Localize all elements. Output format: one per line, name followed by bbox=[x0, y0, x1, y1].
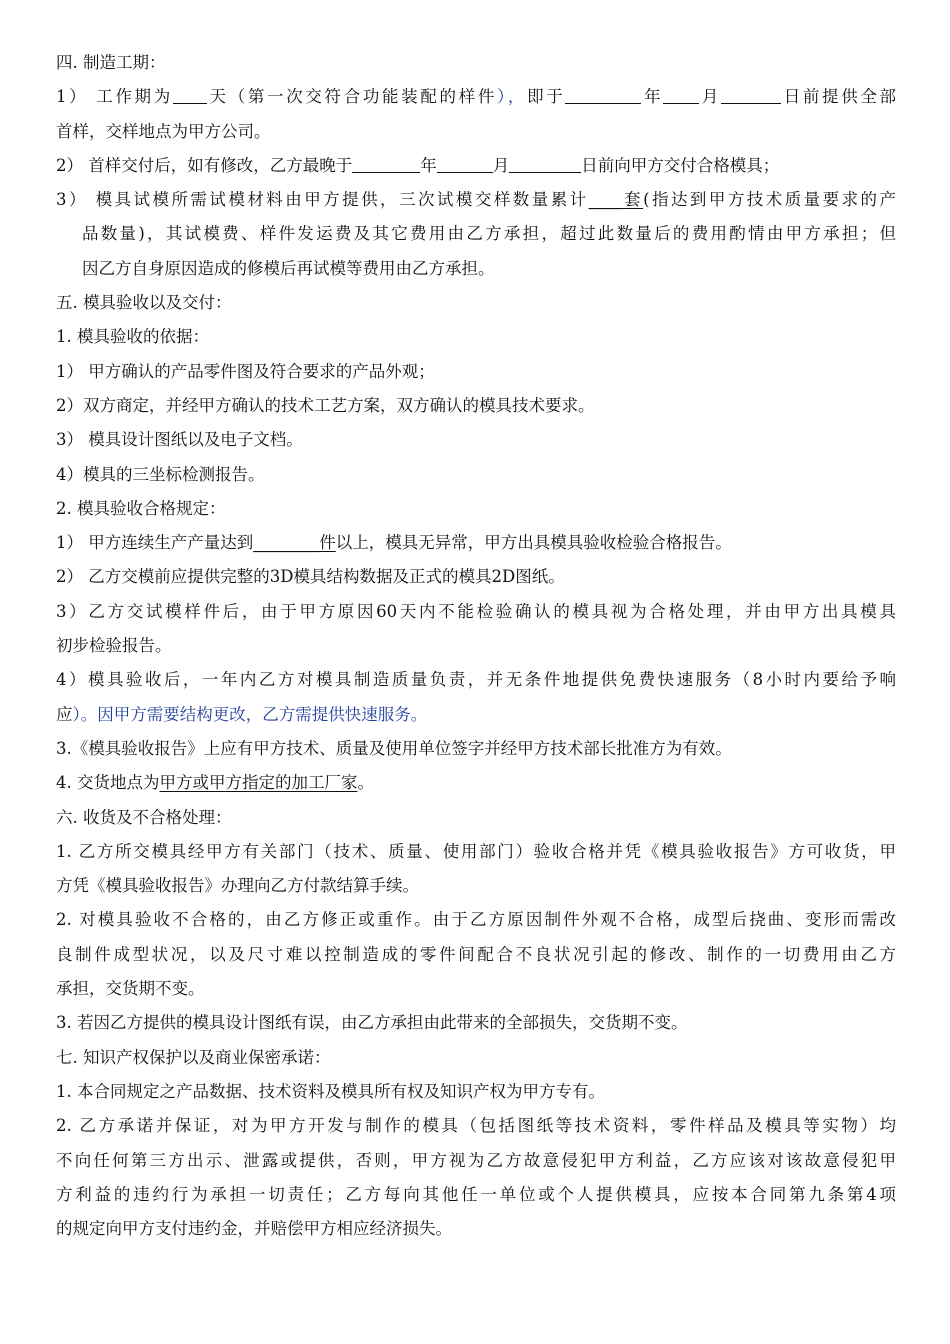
s7-point-2-line-3: 方利益的违约行为承担一切责任；乙方每向其他任一单位或个人提供模具，应按本合同第九条第4项 bbox=[56, 1184, 896, 1204]
month-blank bbox=[437, 152, 493, 173]
s5-point-3: 3.《模具验收报告》上应有甲方技术、质量及使用单位签字并经甲方技术部长批准方为有效。 bbox=[56, 738, 732, 758]
s4-item-1-line-1: 1） 工作期为 天（第一次交符合功能装配的样件），即于 年 月 日前提供全部 bbox=[56, 80, 896, 114]
s5-point-1-item-4: 4）模具的三坐标检测报告。 bbox=[56, 464, 265, 484]
s7-point-1: 1. 本合同规定之产品数据、技术资料及模具所有权及知识产权为甲方专有。 bbox=[56, 1081, 605, 1101]
s5-point-2-item-2: 2） 乙方交模前应提供完整的3D模具结构数据及正式的模具2D图纸。 bbox=[56, 567, 565, 587]
month-blank bbox=[663, 83, 699, 104]
section-5-heading: 五. 模具验收以及交付： bbox=[56, 293, 232, 313]
section-7-heading: 七. 知识产权保护以及商业保密承诺： bbox=[56, 1047, 331, 1067]
s4-item-3-line-2: 品数量)，其试模费、样件发运费及其它费用由乙方承担，超过此数量后的费用酌情由甲方承担；但 bbox=[82, 224, 896, 244]
s5-point-1-item-2: 2）双方商定，并经甲方确认的技术工艺方案，双方确认的模具技术要求。 bbox=[56, 395, 595, 415]
s4-item-2: 2） 首样交付后，如有修改，乙方最晚于 年 月 日前向甲方交付合格模具； bbox=[56, 149, 896, 183]
year-blank bbox=[352, 152, 420, 173]
s6-point-1-line-2: 方凭《模具验收报告》办理向乙方付款结算手续。 bbox=[56, 876, 419, 896]
section-6-heading: 六. 收货及不合格处理： bbox=[56, 807, 232, 827]
s5-point-1-item-1: 1） 甲方确认的产品零件图及符合要求的产品外观； bbox=[56, 361, 435, 381]
s4-item-1-line-2: 首样，交样地点为甲方公司。 bbox=[56, 121, 271, 141]
s5-point-2-item-3-line-2: 初步检验报告。 bbox=[56, 636, 172, 656]
s6-point-1-line-1: 1. 乙方所交模具经甲方有关部门（技术、质量、使用部门）验收合格并凭《模具验收报告》方可收货，甲 bbox=[56, 841, 896, 861]
day-blank bbox=[509, 152, 581, 173]
year-blank bbox=[565, 83, 641, 104]
day-blank bbox=[721, 83, 781, 104]
s5-point-2-item-3-line-1: 3）乙方交试模样件后，由于甲方原因60天内不能检验确认的模具视为合格处理，并由甲方出具模具 bbox=[56, 601, 896, 621]
s4-item-3-line-3: 因乙方自身原因造成的修模后再试模等费用由乙方承担。 bbox=[82, 258, 495, 278]
s7-point-2-line-2: 不向任何第三方出示、泄露或提供，否则，甲方视为乙方故意侵犯甲方利益，乙方应该对该故意侵犯甲 bbox=[56, 1150, 896, 1170]
s5-point-1: 1. 模具验收的依据： bbox=[56, 327, 209, 347]
s6-point-2-line-2: 良制件成型状况，以及尺寸难以控制造成的零件间配合不良状况引起的修改、制作的一切费用由乙方 bbox=[56, 944, 896, 964]
s6-point-2-line-3: 承担，交货期不变。 bbox=[56, 979, 205, 999]
s6-point-3: 3. 若因乙方提供的模具设计图纸有误，由乙方承担由此带来的全部损失，交货期不变。 bbox=[56, 1013, 688, 1033]
section-4-heading: 四. 制造工期： bbox=[56, 53, 166, 72]
s5-point-1-item-3: 3） 模具设计图纸以及电子文档。 bbox=[56, 430, 303, 450]
s7-point-2-line-1: 2. 乙方承诺并保证，对为甲方开发与制作的模具（包括图纸等技术资料，零件样品及模具等实物）均 bbox=[56, 1116, 896, 1136]
s7-point-2-line-4: 的规定向甲方支付违约金，并赔偿甲方相应经济损失。 bbox=[56, 1219, 452, 1239]
s5-point-4: 4. 交货地点为甲方或甲方指定的加工厂家。 bbox=[56, 773, 374, 793]
days-blank bbox=[173, 83, 207, 104]
s6-point-2-line-1: 2. 对模具验收不合格的，由乙方修正或重作。由于乙方原因制件外观不合格，成型后挠曲、变形而需改 bbox=[56, 910, 896, 930]
s5-point-2-item-4-line-2: 应）。因甲方需要结构更改，乙方需提供快速服务。 bbox=[56, 704, 428, 724]
s4-item-3-line-1: 3） 模具试模所需试模材料由甲方提供，三次试模交样数量累计____套(指达到甲方技术质量要求的产 bbox=[56, 190, 896, 210]
s5-point-2-item-1: 1） 甲方连续生产产量达到________件以上，模具无异常，甲方出具模具验收检验合格报告。 bbox=[56, 533, 732, 553]
s5-point-2-item-4-line-1: 4）模具验收后，一年内乙方对模具制造质量负责，并无条件地提供免费快速服务（8小时内要给予响 bbox=[56, 670, 896, 690]
s5-point-2: 2. 模具验收合格规定： bbox=[56, 498, 226, 518]
